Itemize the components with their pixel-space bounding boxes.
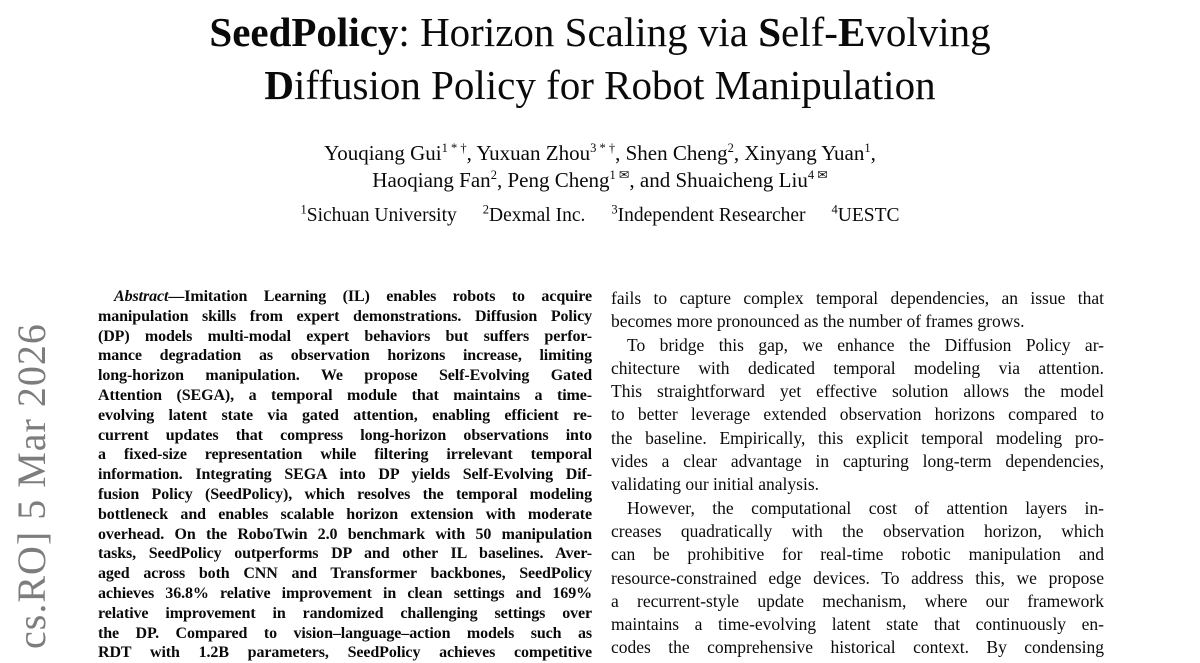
introduction-column — [611, 287, 1104, 658]
superscript: 1 ✉ — [609, 168, 630, 182]
paper-title — [0, 6, 1200, 112]
text-line: resource-constrained edge devices. To address this, we propose — [611, 567, 1104, 588]
text-line — [98, 287, 592, 307]
text-line: a recurrent-style update mechanism, where our framework — [611, 590, 1104, 611]
paper-title-line1 — [0, 6, 1200, 59]
text-line: bottleneck and enables scalable horizon extension with moderate — [98, 505, 592, 523]
text-line: evolving latent state via gated attention, enabling efficient re- — [98, 406, 592, 424]
text-line: to better leverage extended observation horizons compared to — [611, 404, 1104, 425]
paper-title-line2 — [0, 59, 1200, 112]
text-segment: , Peng Cheng — [496, 168, 610, 192]
text-line: However, the computational cost of attention layers in- — [627, 497, 1104, 518]
text-segment: volving — [865, 9, 991, 55]
text-line: relative improvement in randomized challenging settings over — [98, 604, 592, 622]
text-line: creases quadratically with the observation horizon, which — [611, 520, 1104, 541]
text-line: achieves 36.8% relative improvement in clean settings and 169% — [98, 584, 592, 602]
superscript: 3 — [611, 202, 618, 217]
superscript: 1 — [300, 202, 307, 217]
text-line: can be prohibitive for real-time robotic manipulation and — [611, 544, 1104, 565]
superscript: 2 — [482, 202, 489, 217]
text-segment: , — [870, 141, 876, 165]
text-segment: iffusion Policy for Robot Manipulation — [294, 62, 936, 108]
arxiv-watermark: cs.RO] 5 Mar 2026 — [9, 323, 54, 649]
text-segment: —Imitation Learning (IL) enables robots to acquire — [168, 288, 592, 305]
text-line: aged across both CNN and Transformer backbones, SeedPolicy — [98, 565, 592, 583]
text-segment: : Horizon Scaling via — [398, 9, 759, 55]
text-line: mance degradation as observation horizons increase, limiting — [98, 347, 592, 365]
text-line: vides a clear advantage in capturing long-term dependencies, — [611, 451, 1104, 472]
text-segment: S — [758, 9, 782, 55]
text-line: tasks, SeedPolicy outperforms DP and other IL baselines. Aver- — [98, 545, 592, 563]
text-segment: Youqiang Gui — [324, 141, 442, 165]
text-line: fails to capture complex temporal dependencies, an issue that — [611, 288, 1104, 308]
text-line: fusion Policy (SeedPolicy), which resolves the temporal modeling — [98, 485, 592, 503]
text-segment: SeedPolicy — [209, 9, 399, 55]
superscript: 4 — [831, 202, 838, 217]
text-segment: , and Shuaicheng Liu — [629, 168, 808, 192]
superscript: 1 * † — [441, 141, 467, 155]
text-line: information. Integrating SEGA into DP yields Self-Evolving Dif- — [98, 466, 592, 484]
text-segment: , Shen Cheng — [615, 141, 728, 165]
text-line: a fixed-size representation while filtering irrelevant temporal — [98, 446, 592, 464]
text-segment: E — [837, 9, 866, 55]
text-segment: Abstract — [114, 288, 169, 305]
text-line: Attention (SEGA), a temporal module that maintains a time- — [98, 386, 592, 404]
superscript: 1 — [864, 141, 871, 155]
text-segment: , Xinyang Yuan — [733, 141, 865, 165]
author-line-1 — [0, 140, 1200, 167]
text-line: chitecture with dedicated temporal modeling via attention. — [611, 357, 1104, 378]
author-list — [0, 140, 1200, 194]
text-line: current updates that compress long-horizon observations into — [98, 426, 592, 444]
text-line: To bridge this gap, we enhance the Diffusion Policy ar- — [627, 334, 1104, 355]
text-segment: Dexmal Inc. — [489, 205, 586, 226]
text-line: manipulation skills from expert demonstrations. Diffusion Policy — [98, 307, 592, 325]
text-line: validating our initial analysis. — [611, 474, 820, 495]
text-line: the DP. Compared to vision–language–action models such as — [98, 624, 592, 642]
text-segment: UESTC — [837, 205, 900, 226]
text-line: codes the comprehensive historical context. By condensing — [611, 637, 1104, 658]
text-segment: Haoqiang Fan — [372, 168, 491, 192]
text-line: RDT with 1.2B parameters, SeedPolicy achieves competitive — [98, 644, 592, 662]
text-line: (DP) models multi-modal expert behaviors but suffers perfor- — [98, 327, 592, 345]
text-line: This straightforward yet effective solution allows the model — [611, 381, 1104, 402]
text-segment: Independent Researcher — [617, 205, 806, 226]
superscript: 4 ✉ — [807, 168, 828, 182]
author-line-2 — [0, 167, 1200, 194]
text-line: maintains a time-evolving latent state that continuously en- — [611, 614, 1104, 635]
affiliations-line — [0, 204, 1200, 228]
superscript: 3 * † — [590, 141, 616, 155]
text-segment: D — [264, 62, 295, 108]
text-segment: elf- — [781, 9, 838, 55]
text-segment: , Yuxuan Zhou — [466, 141, 591, 165]
text-line: long-horizon manipulation. We propose Self-Evolving Gated — [98, 367, 592, 385]
superscript: 2 — [727, 141, 734, 155]
text-line: becomes more pronounced as the number of frames grows. — [611, 311, 1025, 332]
abstract-column — [98, 287, 592, 662]
text-line: overhead. On the RoboTwin 2.0 benchmark with 50 manipulation — [98, 525, 592, 543]
superscript: 2 — [490, 168, 497, 182]
text-segment: Sichuan University — [306, 205, 457, 226]
text-line: the baseline. Empirically, this explicit temporal modeling pro- — [611, 427, 1104, 448]
